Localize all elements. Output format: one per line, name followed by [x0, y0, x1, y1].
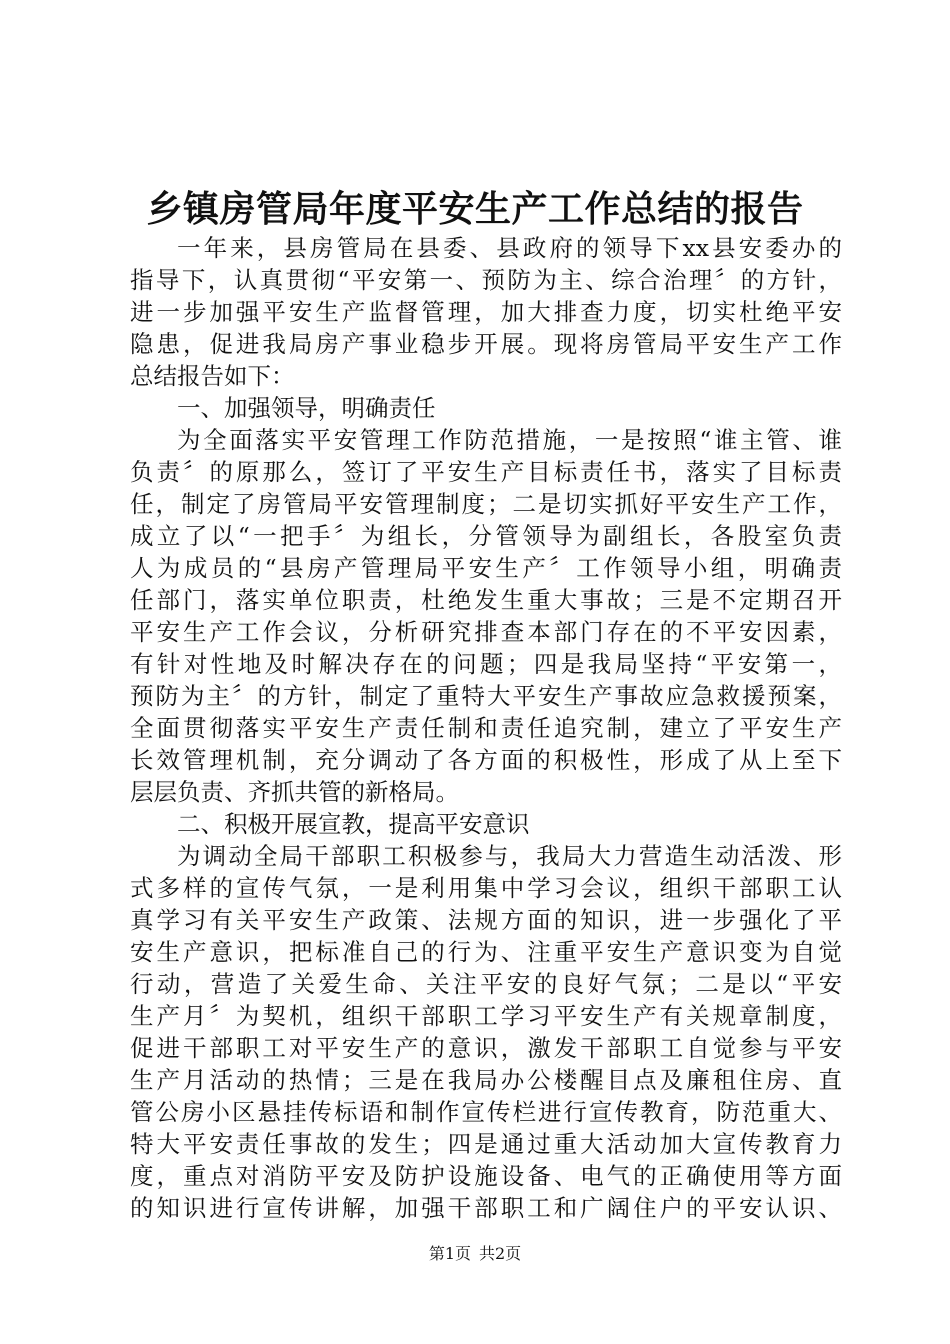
paragraph-line: 长效管理机制，充分调动了各方面的积极性，形成了从上至下 — [130, 746, 842, 774]
paragraph-line: 隐患，促进我局房产事业稳步开展。现将房管局平安生产工作 — [130, 330, 842, 358]
paragraph-line: 层层负责、齐抓共管的新格局。 — [130, 778, 459, 806]
paragraph-line: 一年来，县房管局在县委、县政府的领导下xx县安委办的 — [177, 234, 842, 262]
paragraph-line: 平安生产工作会议，分析研究排查本部门存在的不平安因素， — [130, 618, 842, 646]
paragraph-line: 预防为主〞的方针，制定了重特大平安生产事故应急救援预案， — [130, 682, 842, 710]
paragraph-line: 式多样的宣传气氛，一是利用集中学习会议，组织干部职工认 — [130, 874, 842, 902]
paragraph-line: 任，制定了房管局平安管理制度；二是切实抓好平安生产工作， — [130, 490, 842, 518]
paragraph-line: 指导下，认真贯彻“平安第一、预防为主、综合治理〞的方针， — [130, 266, 842, 294]
paragraph-line: 负责〞的原那么，签订了平安生产目标责任书，落实了目标责 — [130, 458, 842, 486]
paragraph-line: 为全面落实平安管理工作防范措施，一是按照“谁主管、谁 — [177, 426, 842, 454]
document-title: 乡镇房管局年度平安生产工作总结的报告 — [146, 189, 804, 230]
paragraph-line: 成立了以“一把手〞为组长，分管领导为副组长，各股室负责 — [130, 522, 842, 550]
paragraph-line: 生产月活动的热情；三是在我局办公楼醒目点及廉租住房、直 — [130, 1066, 842, 1094]
paragraph-line: 有针对性地及时解决存在的问题；四是我局坚持“平安第一， — [130, 650, 842, 678]
paragraph-line: 任部门，落实单位职责，杜绝发生重大事故；三是不定期召开 — [130, 586, 842, 614]
paragraph-line: 行动，营造了关爱生命、关注平安的良好气氛；二是以“平安 — [130, 970, 842, 998]
page-number: 第1页 — [428, 1244, 471, 1263]
section-heading: 一、加强领导，明确责任 — [177, 394, 436, 422]
paragraph-line: 进一步加强平安生产监督管理，加大排查力度，切实杜绝平安 — [130, 298, 842, 326]
paragraph-line: 真学习有关平安生产政策、法规方面的知识，进一步强化了平 — [130, 906, 842, 934]
paragraph-line: 总结报告如下： — [130, 362, 295, 390]
paragraph-line: 为调动全局干部职工积极参与，我局大力营造生动活泼、形 — [177, 842, 842, 870]
section-heading: 二、积极开展宣教，提高平安意识 — [177, 810, 530, 838]
paragraph-line: 全面贯彻落实平安生产责任制和责任追究制，建立了平安生产 — [130, 714, 842, 742]
page-total: 共2页 — [479, 1244, 522, 1263]
document-body — [130, 232, 842, 1224]
paragraph-line: 的知识进行宣传讲解，加强干部职工和广阔住户的平安认识、 — [130, 1194, 842, 1222]
paragraph-line: 人为成员的“县房产管理局平安生产〞工作领导小组，明确责 — [130, 554, 842, 582]
paragraph-line: 特大平安责任事故的发生；四是通过重大活动加大宣传教育力 — [130, 1130, 842, 1158]
paragraph-line: 度，重点对消防平安及防护设施设备、电气的正确使用等方面 — [130, 1162, 842, 1190]
paragraph-line: 安生产意识，把标准自己的行为、注重平安生产意识变为自觉 — [130, 938, 842, 966]
page-footer — [0, 1243, 950, 1265]
paragraph-line: 生产月〞为契机，组织干部职工学习平安生产有关规章制度， — [130, 1002, 842, 1030]
paragraph-line: 促进干部职工对平安生产的意识，激发干部职工自觉参与平安 — [130, 1034, 842, 1062]
paragraph-line: 管公房小区悬挂传标语和制作宣传栏进行宣传教育，防范重大、 — [130, 1098, 842, 1126]
